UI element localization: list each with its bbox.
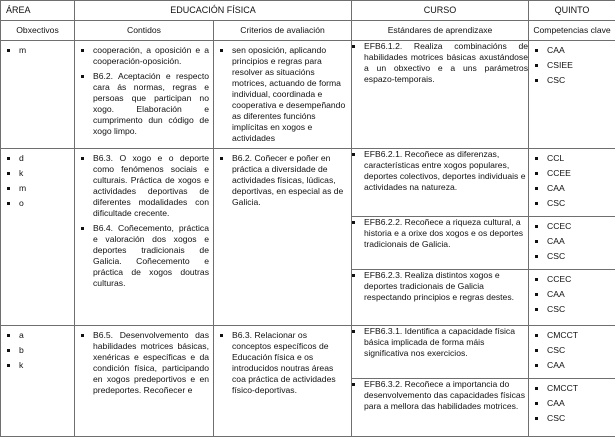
competence-item: CMCCT [535,383,611,394]
competence-item: CAA [535,45,611,56]
competence-item: CSC [535,345,611,356]
criteria-item: sen oposición, aplicando principios e regras para resolver as situacións motrices, actuando de forma individual, coordinada e cooperativa e desempeñando as diferentes funcións implícitas en xogos e actividades [220,45,347,144]
standard-item: EFB6.3.1. Identifica a capacidade física básica implicada de forma máis significativa nos exercicios. [352,326,528,359]
contents-column-header: Contidos [75,21,214,41]
competence-item: CCEC [535,274,611,285]
objective-item: d [7,153,70,164]
competence-item: CCEC [535,221,611,232]
competence-item: CAA [535,183,611,194]
objectives-column-header: Obxectivos [1,21,75,41]
objective-item: o [7,198,70,209]
content-item: B6.5. Desenvolvemento das habilidades motrices básicas, xenéricas e específicas e da condición física, participando en xogos predeportivos e en predeportes. Recoñecer e [81,330,209,396]
competences-cell [529,149,615,217]
competence-item: CMCCT [535,330,611,341]
objective-item: m [7,45,70,56]
contents-cell [75,41,214,149]
area-header: ÁREA [1,1,75,21]
competences-cell [529,41,615,149]
competences-cell [529,379,615,437]
standard-cell [352,217,529,270]
standard-cell [352,149,529,217]
criteria-item: B6.2. Coñecer e poñer en práctica a diversidade de actividades físicas, lúdicas, deportivas, en especial as de Galicia. [220,153,347,208]
objective-item: k [7,360,70,371]
standard-item: EFB6.2.2. Recoñece a riqueza cultural, a historia e a orixe dos xogos e os deportes tradicionais de Galicia. [352,217,528,250]
competence-item: CSC [535,251,611,262]
objectives-cell [1,149,75,326]
competence-item: CAA [535,360,611,371]
grade-header: QUINTO [529,1,615,21]
standards-column-header: Estándares de aprendizaxe [352,21,529,41]
competence-item: CAA [535,289,611,300]
competence-item: CSC [535,198,611,209]
content-item: B6.3. O xogo e o deporte como fenómenos sociais e culturais. Práctica de xogos e actividades deportivas de diferentes modalidades con dificultade crecente. [81,153,209,219]
criteria-column-header: Criterios de avaliación [214,21,352,41]
competences-cell [529,326,615,379]
competence-item: CSC [535,75,611,86]
competences-cell [529,270,615,326]
criteria-item: B6.3. Relacionar os conceptos específicos de Educación física e os introducidos noutras áreas coa práctica de actividades físico-deportivas. [220,330,347,396]
objective-item: a [7,330,70,341]
criteria-cell [214,326,352,437]
standard-item: EFB6.3.2. Recoñece a importancia do desenvolvemento das capacidades físicas para a mellora das habilidades motrices. [352,379,528,412]
competence-item: CSIEE [535,60,611,71]
content-item: cooperación, a oposición e a cooperación-oposición. [81,45,209,67]
objective-item: k [7,168,70,179]
criteria-cell [214,149,352,326]
objective-item: m [7,183,70,194]
competence-item: CCEE [535,168,611,179]
standard-cell [352,41,529,149]
competence-item: CSC [535,304,611,315]
contents-cell [75,149,214,326]
subject-header: EDUCACIÓN FÍSICA [75,1,352,21]
standard-item: EFB6.2.1. Recoñece as diferenzas, características entre xogos populares, deportes colectivos, deportes individuais e actividades na natureza. [352,149,528,193]
standard-cell [352,326,529,379]
contents-cell [75,326,214,437]
standard-cell [352,379,529,437]
standard-item: EFB6.2.3. Realiza distintos xogos e deportes tradicionais de Galicia respectando principios e regras destes. [352,270,528,303]
objective-item: b [7,345,70,356]
standard-cell [352,270,529,326]
content-item: B6.2. Aceptación e respecto cara ás normas, regras e persoas que participan no xogo. Elaboración e cumprimento dun código de xogo limpo. [81,71,209,137]
content-item: B6.4. Coñecemento, práctica e valoración dos xogos e deportes tradicionais de Galicia. Coñecemento e práctica de xogos doutras culturas. [81,223,209,289]
competences-cell [529,217,615,270]
competence-item: CCL [535,153,611,164]
standard-item: EFB6.1.2. Realiza combinacións de habilidades motrices básicas axustándose a un obxectivo e a uns parámetros espazo-temporais. [352,41,528,85]
objectives-cell [1,41,75,149]
course-header: CURSO [352,1,529,21]
competences-column-header: Competencias clave [529,21,615,41]
competence-item: CAA [535,236,611,247]
competence-item: CSC [535,413,611,424]
competence-item: CAA [535,398,611,409]
objectives-cell [1,326,75,437]
criteria-cell [214,41,352,149]
